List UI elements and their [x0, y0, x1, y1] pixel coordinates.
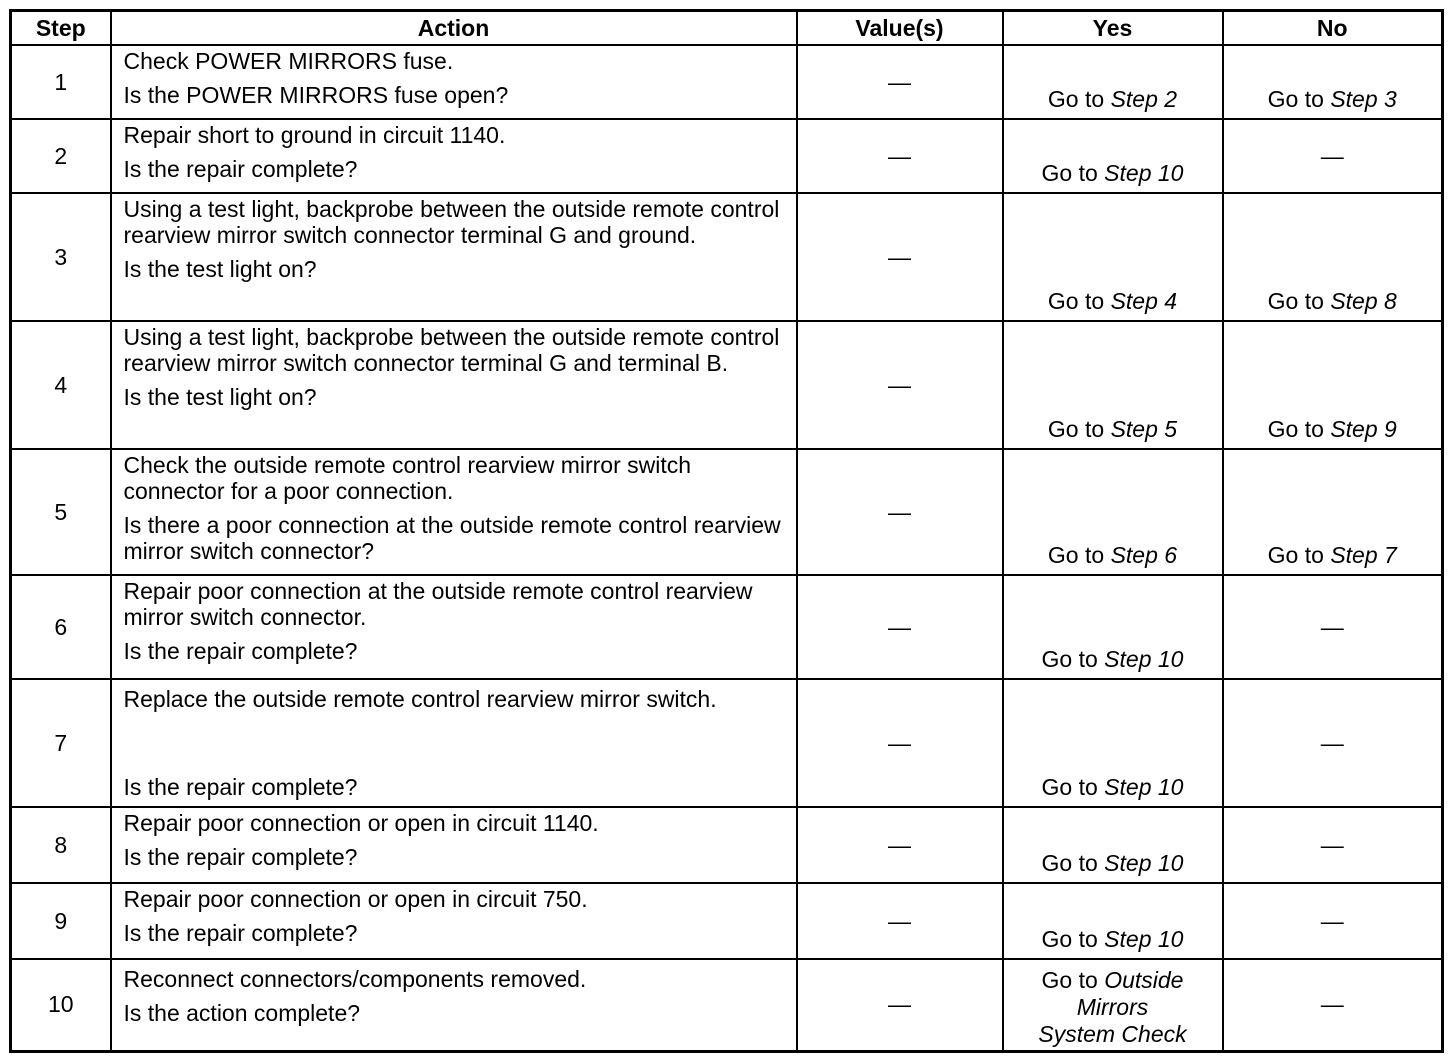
value-cell	[797, 679, 1003, 807]
no-dash: —	[1320, 991, 1344, 1018]
no-cell	[1223, 45, 1443, 119]
action-instruction: Repair short to ground in circuit 1140.	[123, 122, 506, 148]
header-action: Action	[111, 11, 797, 46]
step-number: 6	[11, 575, 111, 679]
step-number: 5	[11, 449, 111, 575]
value-cell	[797, 321, 1003, 449]
no-dash: —	[1320, 142, 1344, 169]
yes-target: Step 6	[1110, 542, 1178, 568]
table-row	[11, 575, 1443, 679]
table-row	[11, 883, 1443, 959]
no-prefix: Go to	[1267, 542, 1331, 568]
action-question: Is the POWER MIRRORS fuse open?	[123, 82, 509, 108]
value-dash: —	[888, 68, 911, 95]
yes-cell	[1003, 679, 1223, 807]
action-cell	[111, 883, 797, 959]
action-cell	[111, 449, 797, 575]
diagnostic-table	[9, 9, 1444, 1053]
no-link[interactable]	[1268, 86, 1397, 112]
yes-cell	[1003, 807, 1223, 883]
step-number: 10	[11, 959, 111, 1051]
no-cell	[1223, 321, 1443, 449]
yes-cell	[1003, 119, 1223, 193]
table-row	[11, 193, 1443, 321]
yes-cell	[1003, 575, 1223, 679]
step-number: 3	[11, 193, 111, 321]
no-cell	[1223, 883, 1443, 959]
action-instruction: Repair poor connection or open in circuit 750.	[123, 886, 588, 912]
action-instruction: Check the outside remote control rearview mirror switch connector for a poor connection.	[123, 452, 692, 504]
yes-link[interactable]	[1048, 416, 1177, 442]
table-row	[11, 45, 1443, 119]
header-yes: Yes	[1003, 11, 1223, 46]
yes-cell	[1003, 959, 1223, 1051]
yes-prefix: Go to	[1041, 966, 1105, 993]
no-cell	[1223, 959, 1443, 1051]
no-cell	[1223, 449, 1443, 575]
header-row	[11, 11, 1443, 46]
action-cell	[111, 679, 797, 807]
yes-prefix: Go to	[1047, 86, 1111, 112]
yes-link[interactable]	[1042, 774, 1184, 800]
yes-prefix: Go to	[1041, 926, 1105, 952]
no-target: Step 3	[1330, 86, 1397, 112]
value-cell	[797, 193, 1003, 321]
no-dash: —	[1320, 729, 1344, 756]
step-number: 7	[11, 679, 111, 807]
table-row	[11, 321, 1443, 449]
yes-link[interactable]	[1038, 967, 1186, 1047]
no-target: Step 8	[1330, 288, 1397, 314]
action-cell	[111, 807, 797, 883]
action-cell	[111, 959, 797, 1051]
no-cell	[1223, 193, 1443, 321]
action-cell	[111, 193, 797, 321]
value-dash: —	[888, 243, 911, 270]
yes-target: Step 10	[1104, 646, 1184, 672]
table-row	[11, 119, 1443, 193]
yes-prefix: Go to	[1041, 160, 1105, 186]
step-number: 1	[11, 45, 111, 119]
yes-target: Step 5	[1110, 416, 1178, 442]
action-question: Is the test light on?	[123, 384, 317, 410]
diagnostic-table-page	[9, 9, 1444, 1053]
yes-link[interactable]	[1042, 160, 1184, 186]
step-number: 4	[11, 321, 111, 449]
yes-prefix: Go to	[1041, 850, 1105, 876]
value-cell	[797, 959, 1003, 1051]
action-instruction: Repair poor connection at the outside remote control rearview mirror switch connector.	[123, 578, 753, 630]
action-question: Is the test light on?	[123, 256, 317, 282]
no-link[interactable]	[1268, 288, 1397, 314]
yes-target: Step 10	[1104, 926, 1184, 952]
step-number: 9	[11, 883, 111, 959]
yes-target: Outside Mirrors System Check	[1038, 966, 1187, 1047]
no-target: Step 7	[1330, 542, 1397, 568]
table-row	[11, 679, 1443, 807]
yes-target: Step 4	[1110, 288, 1178, 314]
action-instruction: Check POWER MIRRORS fuse.	[123, 48, 454, 74]
value-dash: —	[888, 991, 911, 1018]
table-row	[11, 959, 1443, 1051]
no-link[interactable]	[1268, 416, 1397, 442]
no-dash: —	[1320, 613, 1344, 640]
yes-target: Step 10	[1104, 160, 1184, 186]
yes-link[interactable]	[1042, 926, 1184, 952]
no-link[interactable]	[1268, 542, 1397, 568]
step-number: 2	[11, 119, 111, 193]
table-row	[11, 449, 1443, 575]
action-cell	[111, 575, 797, 679]
yes-link[interactable]	[1048, 288, 1177, 314]
yes-link[interactable]	[1048, 542, 1177, 568]
value-dash: —	[888, 729, 911, 756]
value-dash: —	[888, 142, 911, 169]
step-number: 8	[11, 807, 111, 883]
action-question: Is the repair complete?	[123, 844, 358, 870]
action-question: Is the repair complete?	[123, 156, 358, 182]
value-cell	[797, 119, 1003, 193]
yes-prefix: Go to	[1041, 774, 1105, 800]
value-dash: —	[888, 907, 911, 934]
yes-link[interactable]	[1042, 646, 1184, 672]
value-cell	[797, 45, 1003, 119]
yes-prefix: Go to	[1041, 646, 1105, 672]
action-cell	[111, 321, 797, 449]
action-cell	[111, 119, 797, 193]
action-question: Is the action complete?	[123, 1000, 361, 1026]
value-dash: —	[888, 371, 911, 398]
yes-target: Step 10	[1104, 850, 1184, 876]
action-question: Is the repair complete?	[123, 638, 358, 664]
yes-target: Step 10	[1104, 774, 1184, 800]
header-step: Step	[11, 11, 111, 46]
value-cell	[797, 883, 1003, 959]
value-dash: —	[888, 831, 911, 858]
yes-cell	[1003, 193, 1223, 321]
no-cell	[1223, 119, 1443, 193]
no-dash: —	[1320, 907, 1344, 934]
action-instruction: Using a test light, backprobe between the outside remote control rearview mirror switch connector terminal G and terminal B.	[123, 324, 780, 376]
value-cell	[797, 575, 1003, 679]
value-dash: —	[888, 498, 911, 525]
no-cell	[1223, 679, 1443, 807]
header-values: Value(s)	[797, 11, 1003, 46]
yes-cell	[1003, 883, 1223, 959]
value-cell	[797, 807, 1003, 883]
action-instruction: Reconnect connectors/components removed.	[123, 966, 587, 992]
yes-prefix: Go to	[1047, 288, 1111, 314]
yes-link[interactable]	[1048, 86, 1177, 112]
no-prefix: Go to	[1267, 288, 1331, 314]
no-cell	[1223, 807, 1443, 883]
yes-cell	[1003, 449, 1223, 575]
yes-prefix: Go to	[1047, 542, 1111, 568]
value-cell	[797, 449, 1003, 575]
action-instruction: Repair poor connection or open in circuit 1140.	[123, 810, 599, 836]
no-cell	[1223, 575, 1443, 679]
header-no: No	[1223, 11, 1443, 46]
yes-prefix: Go to	[1047, 416, 1111, 442]
value-dash: —	[888, 613, 911, 640]
yes-cell	[1003, 45, 1223, 119]
action-question: Is the repair complete?	[123, 920, 358, 946]
action-instruction: Using a test light, backprobe between the outside remote control rearview mirror switch connector terminal G and ground.	[123, 196, 780, 248]
action-instruction: Replace the outside remote control rearview mirror switch.	[123, 686, 717, 712]
no-prefix: Go to	[1267, 86, 1331, 112]
no-target: Step 9	[1330, 416, 1397, 442]
action-question: Is the repair complete?	[123, 774, 358, 800]
yes-link[interactable]	[1042, 850, 1184, 876]
no-dash: —	[1320, 831, 1344, 858]
action-cell	[111, 45, 797, 119]
no-prefix: Go to	[1267, 416, 1331, 442]
action-question: Is there a poor connection at the outside remote control rearview mirror switch connector?	[123, 512, 781, 564]
yes-cell	[1003, 321, 1223, 449]
table-row	[11, 807, 1443, 883]
yes-target: Step 2	[1110, 86, 1178, 112]
